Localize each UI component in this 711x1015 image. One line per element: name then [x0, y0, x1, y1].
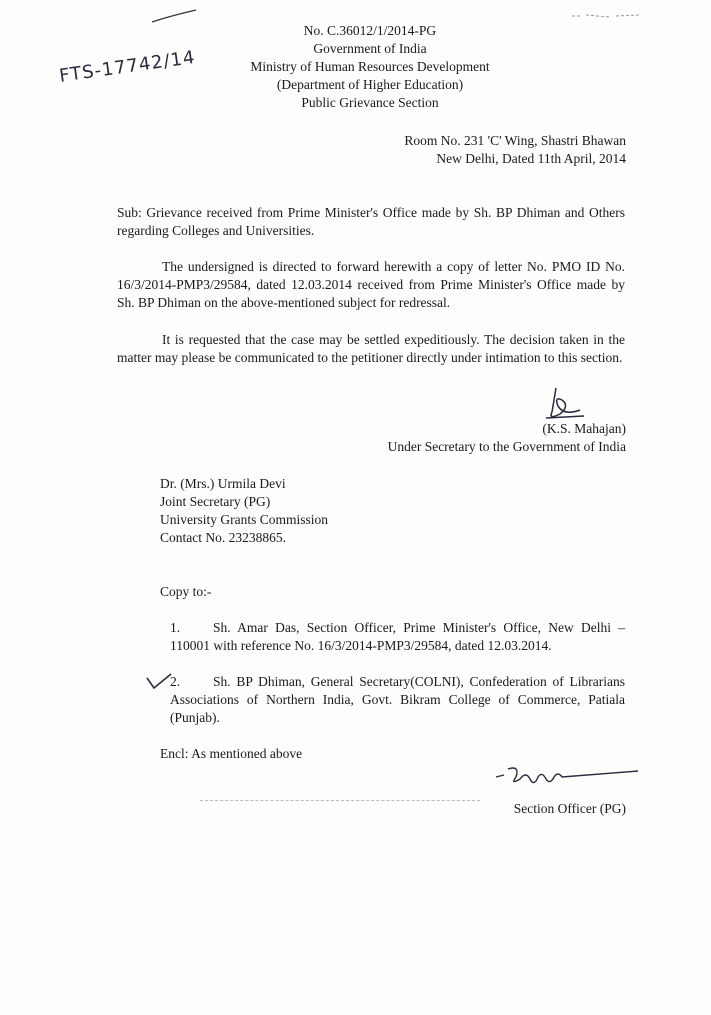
copy-to-heading: Copy to:- — [160, 584, 212, 599]
section-officer-designation: Section Officer (PG) — [513, 801, 626, 816]
header-government: Government of India — [313, 41, 427, 56]
copy-to-item-number: 2. — [170, 674, 181, 689]
enclosure-note: Encl: As mentioned above — [160, 746, 303, 761]
letter-date: New Delhi, Dated 11th April, 2014 — [436, 151, 626, 166]
recipient-designation: Joint Secretary (PG) — [160, 494, 271, 509]
room-address: Room No. 231 'C' Wing, Shastri Bhawan — [404, 133, 626, 148]
signatory-name: (K.S. Mahajan) — [542, 421, 626, 436]
signature-under-secretary — [540, 384, 590, 424]
recipient-organisation: University Grants Commission — [160, 512, 328, 527]
paragraph-forwarding: The undersigned is directed to forward herewith a copy of letter No. PMO ID No. 16/3/2014-PMP3/29584, dated 12.03.2014 received from Prime Minister's Office made by Sh. BP Dhiman on the above-mentioned subject for redressal. — [117, 259, 625, 310]
subject-line: Sub: Grievance received from Prime Minister's Office made by Sh. BP Dhiman and Others regarding Colleges and Universities. — [117, 205, 625, 238]
recipient-contact: Contact No. 23238865. — [160, 530, 286, 545]
signatory-designation: Under Secretary to the Government of India — [387, 439, 626, 454]
paragraph-request: It is requested that the case may be settled expeditiously. The decision taken in the matter may please be communicated to the petitioner directly under intimation to this section. — [117, 332, 625, 365]
header-section: Public Grievance Section — [301, 95, 439, 110]
reference-number: No. C.36012/1/2014-PG — [303, 23, 437, 38]
corner-scan-mark — [570, 10, 650, 22]
copy-to-item-number: 1. — [170, 620, 181, 635]
handwritten-file-number: FTS-17742/14 — [58, 46, 197, 87]
header-ministry: Ministry of Human Resources Development — [250, 59, 490, 74]
header-department: (Department of Higher Education) — [276, 77, 464, 92]
copy-to-item-text: Sh. Amar Das, Section Officer, Prime Minister's Office, New Delhi – 110001 with reference No. 16/3/2014-PMP3/29584, dated 12.03.2014. — [170, 620, 625, 653]
signature-section-officer — [490, 755, 640, 795]
copy-to-item-text: Sh. BP Dhiman, General Secretary(COLNI), Confederation of Librarians Associations of Northern India, Govt. Bikram College of Commerce, Patiala (Punjab). — [170, 674, 625, 725]
recipient-name: Dr. (Mrs.) Urmila Devi — [160, 476, 286, 491]
